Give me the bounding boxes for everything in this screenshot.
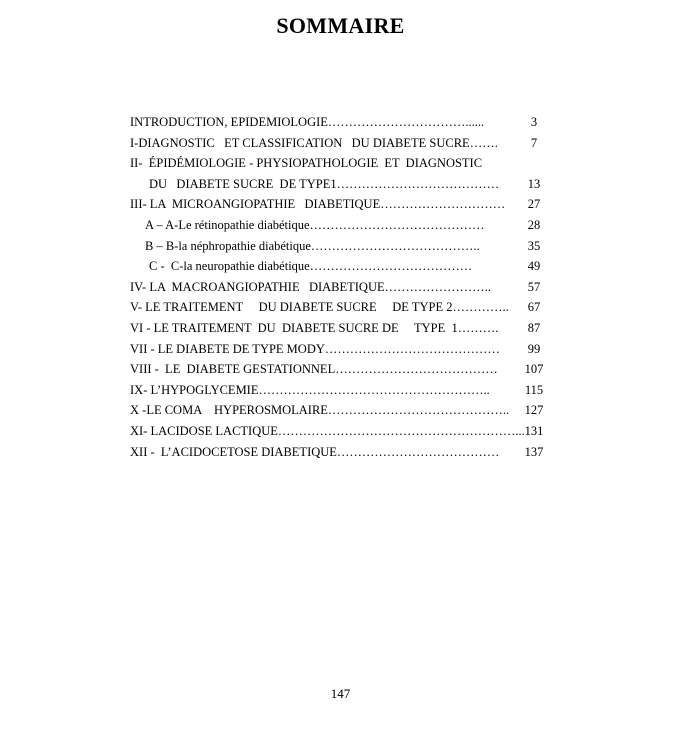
toc-entry-page-number: 137 — [524, 444, 544, 459]
page-number: 147 — [330, 686, 351, 701]
toc-entry — [130, 421, 550, 442]
page-title: SOMMAIRE — [276, 13, 405, 38]
toc-entry-page-number: 7 — [530, 135, 538, 150]
table-of-contents — [130, 112, 550, 462]
toc-entry — [130, 215, 550, 236]
toc-entry — [130, 359, 550, 380]
toc-entry — [130, 380, 550, 401]
toc-entry-title: V- LE TRAITEMENT DU DIABETE SUCRE DE TYPE 2………….. — [130, 300, 509, 315]
toc-entry-title: C - C-la neuropathie diabétique………………………………… — [149, 259, 473, 274]
toc-entry — [130, 194, 550, 215]
toc-entry-title: INTRODUCTION, EPIDEMIOLOGIE……………………………...... — [130, 115, 485, 129]
toc-entry-title: IV- LA MACROANGIOPATHIE DIABETIQUE…………………….. — [130, 279, 491, 294]
toc-entry — [130, 297, 550, 318]
toc-entry-page-number: 3 — [530, 115, 538, 129]
toc-entry-page-number: 28 — [527, 217, 541, 232]
toc-entry — [130, 339, 550, 360]
toc-entry-page-number: 35 — [527, 238, 541, 253]
toc-entry-title: X -LE COMA HYPEROSMOLAIRE…………………………………….. — [130, 403, 510, 418]
toc-entry-title: VI - LE TRAITEMENT DU DIABETE SUCRE DE TYPE 1………. — [130, 320, 499, 335]
toc-entry-title: IX- L’HYPOGLYCEMIE……………………………………………….. — [130, 382, 490, 397]
toc-entry-page-number: 27 — [527, 197, 541, 212]
toc-entry-title: DU DIABETE SUCRE DE TYPE1………………………………… — [149, 176, 500, 191]
toc-entry — [130, 256, 550, 277]
toc-entry-page-number: 87 — [527, 320, 541, 335]
toc-entry-page-number: 67 — [527, 300, 541, 315]
toc-entry-page-number: 107 — [524, 362, 544, 377]
toc-entry-title: II- ÉPIDÉMIOLOGIE - PHYSIOPATHOLOGIE ET DIAGNOSTIC — [130, 156, 483, 171]
toc-entry-title: I-DIAGNOSTIC ET CLASSIFICATION DU DIABETE SUCRE……. — [130, 135, 498, 150]
toc-entry-page-number: 13 — [527, 176, 541, 191]
toc-entry — [130, 153, 550, 174]
toc-entry-title: A – A-Le rétinopathie diabétique…………………………………… — [145, 217, 485, 232]
toc-entry-title: XI- LACIDOSE LACTIQUE…………………………………………………... — [130, 423, 525, 438]
toc-entry-page-number: 99 — [527, 341, 541, 356]
toc-entry-page-number: 115 — [524, 382, 544, 397]
toc-entry-title: B – B-la néphropathie diabétique………………………………….. — [145, 238, 480, 253]
toc-entry — [130, 236, 550, 257]
toc-entry — [130, 174, 550, 195]
toc-entry-title: VIII - LE DIABETE GESTATIONNEL………………………………… — [130, 362, 498, 377]
toc-entry-page-number: 131 — [524, 423, 544, 438]
toc-entry-page-number: 49 — [527, 259, 541, 274]
toc-entry-page-number: 57 — [527, 279, 541, 294]
toc-entry — [130, 442, 550, 463]
toc-entry-page-number: 127 — [524, 403, 544, 418]
toc-entry-title: XII - L’ACIDOCETOSE DIABETIQUE………………………………… — [130, 444, 500, 459]
toc-entry — [130, 133, 550, 154]
toc-entry-title: III- LA MICROANGIOPATHIE DIABETIQUE………………………… — [130, 197, 506, 212]
toc-entry — [130, 318, 550, 339]
toc-entry-title: VII - LE DIABETE DE TYPE MODY…………………………………… — [130, 341, 500, 356]
toc-entry — [130, 277, 550, 298]
toc-entry — [130, 112, 550, 133]
toc-entry — [130, 400, 550, 421]
